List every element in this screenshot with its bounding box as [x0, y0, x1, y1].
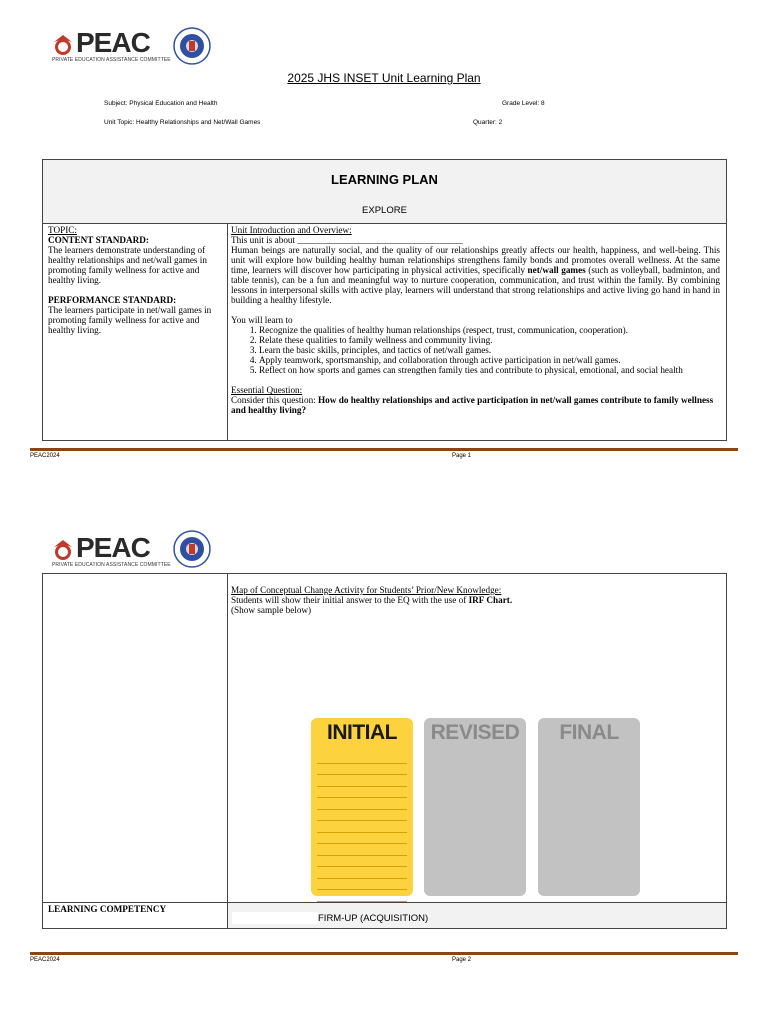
- intro-paragraph-b: (such as volleyball, badminton, and table tennis), can be a fun and meaningful way to nurture cooperation, communication, and trust within the family. By combining lessons in interpersonal skills with active play, learners will understand that strong relationships and active living go hand in hand in building a healthy lifestyle.: [231, 265, 720, 305]
- footer-page-number: Page 2: [452, 957, 472, 963]
- logo-subtitle: PRIVATE EDUCATION ASSISTANCE COMMITTEE: [52, 57, 171, 63]
- topic-label: TOPIC:: [48, 225, 77, 235]
- content-standard-text: The learners demonstrate understanding of healthy relationships and net/wall games in promoting family wellness for active and healthy living.: [48, 245, 207, 285]
- deped-seal-icon: [173, 27, 211, 65]
- footer-left: PEAC2024: [30, 957, 60, 963]
- learning-competency-label: LEARNING COMPETENCY: [48, 904, 167, 914]
- document-title: 2025 JHS INSET Unit Learning Plan: [287, 71, 481, 85]
- intro-paragraph: [231, 245, 720, 305]
- unit-topic-label: Unit Topic: Healthy Relationships and Net/Wall Games: [104, 119, 261, 126]
- map-note: (Show sample below): [231, 605, 312, 615]
- performance-standard-label: PERFORMANCE STANDARD:: [48, 295, 177, 305]
- essential-question-heading: Essential Question:: [231, 385, 303, 395]
- stage-label: EXPLORE: [362, 205, 407, 216]
- logo-subtitle: PRIVATE EDUCATION ASSISTANCE COMMITTEE: [52, 562, 171, 568]
- essential-question: [231, 395, 720, 415]
- eq-question: How do healthy relationships and active participation in net/wall games contribute to family wellness and healthy living?: [231, 395, 714, 415]
- peac-logo: [52, 532, 171, 568]
- intro-paragraph-a: Human beings are naturally social, and the quality of our relationships greatly affects our health, happiness, and well-being. This unit will explore how building healthy human relationships strengthens family bonds and promotes overall wellness. At the same time, learners will discover how participating in physical activities, specifically: [231, 245, 720, 275]
- peac-logo: [52, 27, 171, 63]
- page2-left-cell: [42, 573, 228, 903]
- content-standard-label: CONTENT STANDARD:: [48, 235, 149, 245]
- standards-cell: [42, 223, 228, 441]
- intro-paragraph-bold: net/wall games: [527, 265, 586, 275]
- list-item: 1. Recognize the qualities of healthy human relationships (respect, trust, communication, cooperation).: [259, 325, 720, 335]
- grade-level-label: Grade Level: 8: [502, 100, 545, 107]
- peac-mark-icon: [52, 538, 74, 560]
- learning-plan-heading: LEARNING PLAN: [331, 172, 438, 187]
- footer-left: PEAC2024: [30, 453, 60, 459]
- overview-cell: [227, 223, 727, 441]
- logo-text: PEAC: [76, 27, 150, 58]
- learning-plan-header: [42, 159, 727, 224]
- irf-card-initial: [311, 718, 413, 896]
- eq-prefix: Consider this question:: [231, 395, 319, 405]
- peac-mark-icon: [52, 33, 74, 55]
- page2-right-cell: [227, 573, 727, 903]
- firmup-cell: [227, 902, 727, 929]
- map-line-prefix: Students will show their initial answer to the EQ with the use of: [231, 595, 469, 605]
- list-item: 4. Apply teamwork, sportsmanship, and collaboration through active participation in net/wall games.: [259, 355, 720, 365]
- this-unit-blank: ____________________________________: [297, 235, 463, 245]
- learn-heading: You will learn to: [231, 315, 293, 325]
- objectives-list: [231, 325, 720, 375]
- footer-rule: [30, 448, 738, 451]
- logo-text: PEAC: [76, 532, 150, 563]
- irf-label-initial: INITIAL: [327, 721, 397, 744]
- firmup-label-box: [232, 912, 724, 926]
- map-heading: Map of Conceptual Change Activity for Students’ Prior/New Knowledge:: [231, 585, 502, 595]
- deped-seal-icon: [173, 530, 211, 568]
- irf-label-revised: REVISED: [430, 721, 520, 744]
- irf-card-revised: [424, 718, 526, 896]
- list-item: 2. Relate these qualities to family wellness and community living.: [259, 335, 720, 345]
- irf-writing-lines: [317, 752, 407, 902]
- subject-label: Subject: Physical Education and Health: [104, 100, 218, 107]
- irf-card-final: [538, 718, 640, 896]
- this-unit-prefix: This unit is about: [231, 235, 296, 245]
- irf-label-final: FINAL: [559, 721, 619, 744]
- performance-standard-text: The learners participate in net/wall games in promoting family wellness for active and healthy living.: [48, 305, 212, 335]
- list-item: 3. Learn the basic skills, principles, and tactics of net/wall games.: [259, 345, 720, 355]
- map-line: [231, 595, 720, 605]
- learning-competency-cell: [42, 902, 228, 929]
- quarter-label: Quarter: 2: [473, 119, 503, 126]
- footer-rule: [30, 952, 738, 955]
- list-item: 5. Reflect on how sports and games can strengthen family ties and contribute to physical, emotional, and social health: [259, 365, 720, 375]
- footer-page-number: Page 1: [452, 453, 472, 459]
- firmup-label: FIRM-UP (ACQUISITION): [318, 913, 429, 924]
- this-unit-line: [231, 235, 720, 245]
- map-line-bold: IRF Chart.: [468, 595, 513, 605]
- intro-heading: Unit Introduction and Overview:: [231, 225, 352, 235]
